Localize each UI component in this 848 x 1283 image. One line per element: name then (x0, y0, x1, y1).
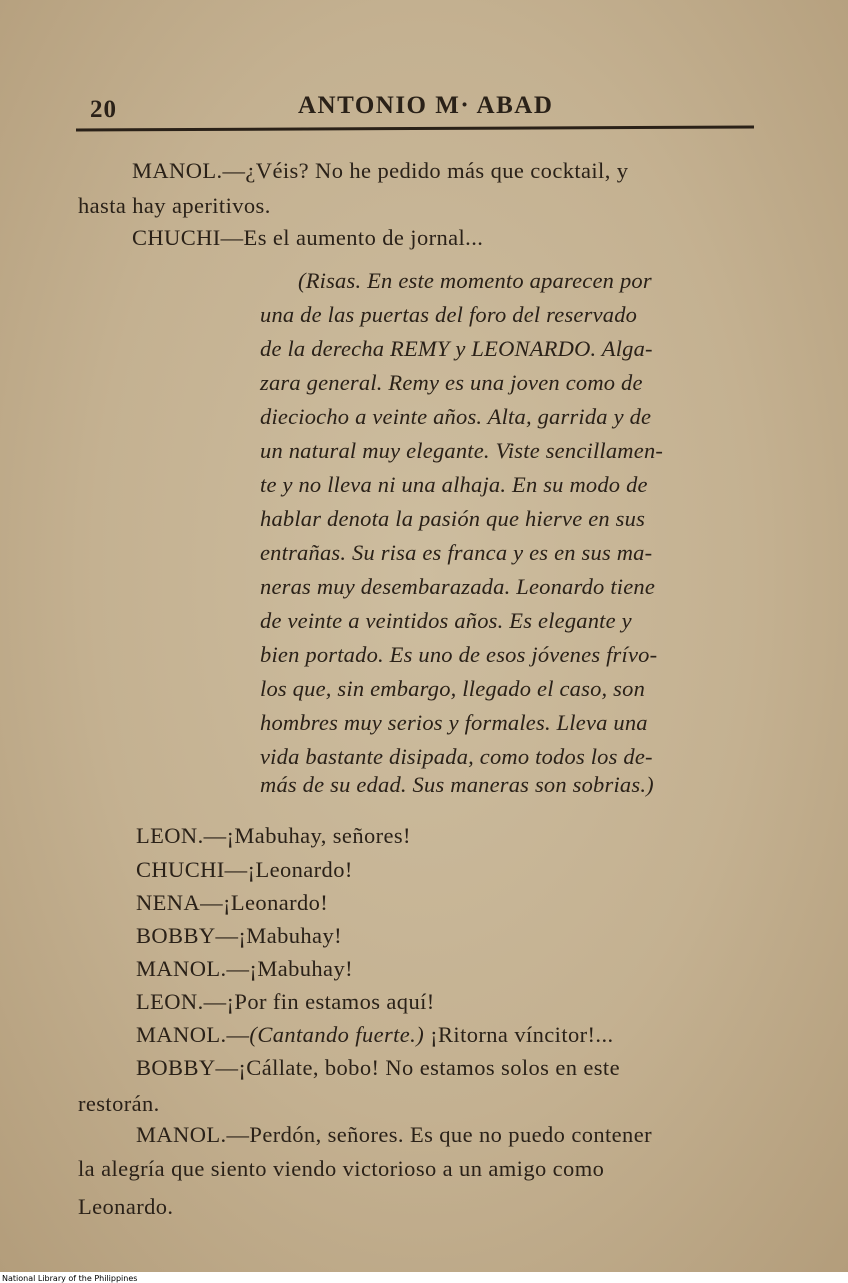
dialogue-line: restorán. (78, 1091, 160, 1116)
stage-direction-line: hombres muy serios y formales. Lleva una (260, 710, 648, 735)
stage-direction-line: zara general. Remy es una joven como de (260, 370, 643, 395)
stage-direction-line: de la derecha REMY y LEONARDO. Alga- (260, 336, 653, 361)
dialogue-line: BOBBY—¡Cállate, bobo! No estamos solos en este (136, 1055, 620, 1080)
stage-direction-line: neras muy desembarazada. Leonardo tiene (260, 574, 656, 599)
stage-direction-line: entrañas. Su risa es franca y es en sus ma- (260, 540, 653, 565)
stage-direction-line: vida bastante disipada, como todos los de- (260, 744, 653, 769)
dialogue-line: CHUCHI—Es el aumento de jornal... (132, 225, 484, 250)
dialogue-line: MANOL.—Perdón, señores. Es que no puedo contener (136, 1122, 652, 1147)
dialogue-text: ¡Ritorna víncitor!... (424, 1022, 614, 1047)
stage-direction-line: te y no lleva ni una alhaja. En su modo de (260, 472, 648, 497)
dialogue-line: hasta hay aperitivos. (78, 193, 271, 218)
stage-direction-line: una de las puertas del foro del reservado (260, 302, 638, 327)
header-rule (76, 126, 754, 132)
dialogue-line: MANOL.—¿Véis? No he pedido más que cocktail, y (132, 158, 629, 183)
stage-direction-line: un natural muy elegante. Viste sencillamen- (260, 438, 664, 463)
stage-direction-line: hablar denota la pasión que hierve en sus (260, 506, 646, 531)
stage-direction-line: bien portado. Es uno de esos jóvenes frívo- (260, 642, 658, 667)
speaker-name: MANOL.— (136, 1022, 250, 1047)
dialogue-line (136, 1022, 614, 1048)
footer-credit: National Library of the Philippines (2, 1274, 138, 1283)
dialogue-line: LEON.—¡Por fin estamos aquí! (136, 989, 435, 1014)
stage-direction-line: de veinte a veintidos años. Es elegante y (260, 608, 632, 633)
stage-direction-line: dieciocho a veinte años. Alta, garrida y de (260, 404, 652, 429)
page-number: 20 (90, 96, 117, 123)
dialogue-line: NENA—¡Leonardo! (136, 890, 329, 915)
stage-direction-line: (Risas. En este momento aparecen por (298, 268, 652, 293)
stage-direction-line: más de su edad. Sus maneras son sobrias.) (260, 772, 654, 797)
dialogue-line: BOBBY—¡Mabuhay! (136, 923, 342, 948)
dialogue-line: Leonardo. (78, 1194, 174, 1219)
inline-stage-direction: (Cantando fuerte.) (249, 1022, 425, 1047)
dialogue-line: la alegría que siento viendo victorioso a un amigo como (78, 1156, 605, 1181)
stage-direction-line: los que, sin embargo, llegado el caso, son (260, 676, 646, 701)
dialogue-line: MANOL.—¡Mabuhay! (136, 956, 353, 981)
running-header-author: ANTONIO M· ABAD (298, 92, 554, 119)
dialogue-line: CHUCHI—¡Leonardo! (136, 857, 353, 882)
dialogue-line: LEON.—¡Mabuhay, señores! (136, 823, 411, 848)
